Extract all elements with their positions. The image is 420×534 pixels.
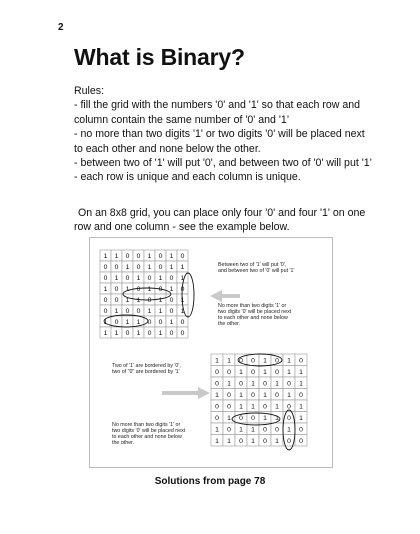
rule-4: - each row is unique and each column is unique. [74,171,301,184]
grid-digit: 0 [125,307,130,315]
grid-digit: 1 [103,285,108,293]
grid-digit: 0 [180,285,185,293]
grid-digit: 1 [125,285,130,293]
grid-digit: 0 [227,426,231,434]
grid-digit: 1 [114,252,119,260]
grid-digit: 1 [239,403,243,411]
grid-digit: 1 [136,274,141,282]
grid-digit: 0 [227,368,231,376]
grid-digit: 0 [147,318,152,326]
note-bottom-left-line: two digits '0' will be placed next [112,428,186,434]
grid-digit: 0 [114,318,119,326]
grid-digit: 1 [147,285,152,293]
grid-digit: 0 [158,318,163,326]
grid-digit: 1 [180,274,185,282]
grid-digit: 1 [114,274,119,282]
note-top-right-line: Between two of '1' will put '0', [218,262,287,268]
note-mid-right [218,303,293,327]
grid-digit: 0 [103,296,108,304]
arrow-right-icon [162,387,210,399]
grid-digit: 1 [299,403,303,411]
grid-digit: 0 [239,357,243,365]
grid-digit: 0 [147,274,152,282]
grid-digit: 1 [239,391,243,399]
grid-digit: 1 [169,263,174,271]
grid-digit: 0 [263,403,267,411]
note-top-right [218,262,294,274]
grid-digit: 1 [125,296,130,304]
grid-digit: 1 [158,307,163,315]
grid-digit: 1 [239,426,243,434]
grid-digit: 0 [180,329,185,337]
grid-digit: 0 [275,357,279,365]
grid-digit: 1 [263,414,267,422]
grid-digit: 0 [158,252,163,260]
grid-digit: 1 [103,252,108,260]
page-number: 2 [58,22,64,33]
grid-digit: 1 [147,263,152,271]
grid-digit: 0 [169,307,174,315]
grid-digit: 0 [136,307,141,315]
note-mid-right-line: two digits '0' will be placed next [218,309,292,315]
grid-digit: 1 [263,391,267,399]
grid-digit: 0 [227,403,231,411]
arrow-left-icon [210,290,240,302]
grid-digit: 1 [227,380,231,388]
grid-digit: 1 [227,357,231,365]
grid-digit: 0 [180,252,185,260]
grid-digit: 0 [114,263,119,271]
grid-digit: 1 [299,380,303,388]
grid-digit: 1 [103,318,108,326]
grid-digit: 0 [169,274,174,282]
grid-digit: 1 [215,437,219,445]
grid-digit: 0 [136,285,141,293]
grid-digit: 1 [125,263,130,271]
grid-digit: 1 [275,414,279,422]
grid-digit: 0 [239,437,243,445]
note-mid-left [112,363,182,375]
grid-digit: 1 [169,285,174,293]
grid-digit: 0 [299,391,303,399]
grid-digit: 0 [103,307,108,315]
grid-digit: 0 [114,285,119,293]
bottom-right-grid [211,354,307,446]
grid-digit: 0 [147,329,152,337]
grid-digit: 0 [263,380,267,388]
grid-digit: 0 [287,403,291,411]
grid-digit: 1 [147,252,152,260]
grid-digit: 1 [215,391,219,399]
grid-digit: 1 [287,391,291,399]
grid-digit: 1 [287,368,291,376]
grid-digit: 0 [103,274,108,282]
grid-digit: 1 [158,296,163,304]
grid-digit: 0 [287,380,291,388]
grid-digit: 1 [180,263,185,271]
grid-digit: 1 [114,329,119,337]
rule-1: - fill the grid with the numbers '0' and '1' so that each row and column contain the same number of '0' and '1’ [74,99,361,126]
grid-digit: 1 [299,414,303,422]
grid-digit: 0 [227,391,231,399]
grid-digit: 0 [275,426,279,434]
grid-digit: 0 [169,296,174,304]
grid-digit: 0 [180,318,185,326]
grid-digit: 0 [263,437,267,445]
grid-digit: 0 [287,437,291,445]
grid-digit: 0 [136,263,141,271]
grid-digit: 1 [158,274,163,282]
grid-digit: 1 [251,437,255,445]
rule-2: - no more than two digits '1' or two digits '0' will be placed next to each other and none below the other. [74,128,365,155]
grid-digit: 1 [147,307,152,315]
grid-digit: 0 [158,263,163,271]
grid-digit: 0 [239,414,243,422]
grid-digit: 1 [227,414,231,422]
grid-digit: 1 [299,368,303,376]
grid-digit: 1 [215,357,219,365]
grid-digit: 1 [263,368,267,376]
note-top-right-line: and between two of '0' will put '1' [218,268,295,274]
example-figure [89,237,333,468]
solutions-caption: Solutions from page 78 [154,476,266,487]
grid-digit: 1 [251,426,255,434]
grid-digit: 1 [136,318,141,326]
page-title: What is Binary? [74,44,245,70]
grid-digit: 0 [114,296,119,304]
note-mid-right-line: to each other and none below [218,315,288,321]
grid-digit: 0 [251,414,255,422]
grid-digit: 1 [169,252,174,260]
grid-digit: 0 [147,296,152,304]
grid-digit: 1 [227,437,231,445]
grid-digit: 1 [263,357,267,365]
grid-digit: 0 [125,329,130,337]
grid-digit: 0 [251,368,255,376]
note-mid-right-line: the other. [218,321,241,327]
grid-digit: 0 [239,380,243,388]
grid-digit: 0 [215,414,219,422]
grid-digit: 1 [158,329,163,337]
grid-digit: 0 [299,357,303,365]
grid-digit: 1 [275,380,279,388]
grid-digit: 0 [125,252,130,260]
rules-block [74,84,374,185]
grid-digit: 1 [136,329,141,337]
grid-digit: 0 [103,263,108,271]
grid-digit: 0 [215,380,219,388]
grid-digit: 1 [287,357,291,365]
grid-digit: 0 [275,368,279,376]
grid-digit: 1 [169,318,174,326]
grid-digit: 1 [180,296,185,304]
grid-digit: 1 [251,380,255,388]
grid-digit: 0 [299,426,303,434]
example-illustration [90,238,332,467]
grid-digit: 0 [215,368,219,376]
grid-digit: 1 [275,403,279,411]
grid-digit: 0 [215,403,219,411]
note-bottom-left [112,422,187,446]
note-bottom-left-line: the other. [112,440,135,446]
grid-digit: 1 [239,368,243,376]
grid-digit: 1 [251,403,255,411]
grid-digit: 0 [275,391,279,399]
grid-digit: 1 [180,307,185,315]
grid-digit: 1 [125,318,130,326]
grid-digit: 1 [136,296,141,304]
grid-digit: 1 [215,426,219,434]
grid-digit: 0 [136,252,141,260]
grid-digit: 0 [299,437,303,445]
note-mid-right-line: No more than two digits '1' or [218,303,287,309]
grid-digit: 0 [158,285,163,293]
grid-digit: 1 [114,307,119,315]
grid-digit: 1 [103,329,108,337]
grid-digit: 0 [287,414,291,422]
grid-digit: 0 [125,274,130,282]
grid-digit: 0 [263,426,267,434]
intro-text: On an 8x8 grid, you can place only four '0' and four '1' on one row and one column - see the example below. [74,207,366,234]
note-bottom-left-line: to each other and none below [112,434,182,440]
grid-digit: 0 [251,391,255,399]
rule-3: - between two of '1' will put '0', and between two of '0' will put '1’ [74,157,372,170]
grid-digit: 1 [287,426,291,434]
grid-digit: 0 [169,329,174,337]
rules-heading: Rules: [74,85,105,97]
grid-digit: 1 [275,437,279,445]
grid-digit: 0 [251,357,255,365]
note-bottom-left-line: No more than two digits '1' or [112,422,181,428]
note-mid-left-line: Two of '1' are bordered by '0', [112,363,181,369]
note-mid-left-line: two of "0" are bordered by '1' [112,369,180,375]
